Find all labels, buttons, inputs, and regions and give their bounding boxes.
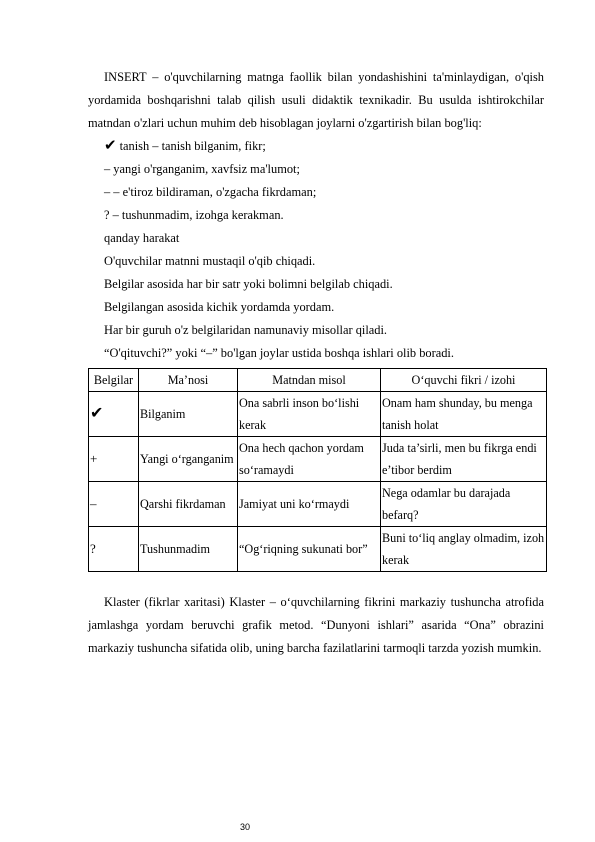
table-cell-example: Ona hech qachon yordam so‘ramaydi bbox=[238, 437, 381, 482]
check-mark-icon: ✔ bbox=[90, 405, 104, 422]
dash-mark-line: – – e'tiroz bildiraman, o'zgacha fikrdaman; bbox=[104, 185, 317, 199]
table-cell-symbol: – bbox=[89, 482, 139, 527]
table-cell-symbol: + bbox=[89, 437, 139, 482]
step-line: Har bir guruh o'z belgilaridan namunaviy misollar qiladi. bbox=[104, 323, 388, 337]
step-line: “O'qituvchi?” yoki “–” bo'lgan joylar ustida boshqa ishlari olib boradi. bbox=[104, 346, 454, 360]
table-header-cell: O‘quvchi fikri / izohi bbox=[381, 369, 547, 392]
table-cell-comment: Nega odamlar bu darajada befarq? bbox=[381, 482, 547, 527]
page-number: 30 bbox=[240, 822, 251, 832]
intro-paragraph: INSERT – o'quvchilarning matnga faollik bilan yondashishini ta'minlaydigan, o'qish yordamida boshqarishni talab qilish usuli didaktik texnikadir. Bu usulda ishtirokchilar matndan o'zlari uchun muhim deb hisoblagan joylarni o'zgartirish bilan bog'liq: bbox=[88, 70, 544, 130]
table-cell-meaning: Yangi o‘rganganim bbox=[139, 437, 238, 482]
table-cell-comment: Juda ta’sirli, men bu fikrga endi e’tibor berdim bbox=[381, 437, 547, 482]
table-cell-meaning: Qarshi fikrdaman bbox=[139, 482, 238, 527]
table-header-cell: Ma’nosi bbox=[139, 369, 238, 392]
step-line: O'quvchilar matnni mustaqil o'qib chiqadi. bbox=[104, 254, 316, 268]
table-cell-comment: Onam ham shunday, bu menga tanish holat bbox=[381, 392, 547, 437]
table-cell-symbol bbox=[89, 392, 139, 437]
table-row bbox=[89, 527, 547, 572]
minus-mark-line: – yangi o'rganganim, xavfsiz ma'lumot; bbox=[104, 162, 300, 176]
table-header-row bbox=[89, 369, 547, 392]
table-cell-example: Ona sabrli inson bo‘lishi kerak bbox=[238, 392, 381, 437]
document-page bbox=[88, 66, 544, 660]
table-cell-meaning: Bilganim bbox=[139, 392, 238, 437]
check-mark-line bbox=[88, 135, 544, 158]
question-mark-line: ? – tushunmadim, izohga kerakman. bbox=[104, 208, 284, 222]
table-row bbox=[89, 437, 547, 482]
table-header-cell: Matndan misol bbox=[238, 369, 381, 392]
table-cell-example: Jamiyat uni ko‘rmaydi bbox=[238, 482, 381, 527]
step-line: Belgilar asosida har bir satr yoki bolimni belgilab chiqadi. bbox=[104, 277, 393, 291]
step-heading: qanday harakat bbox=[104, 231, 180, 245]
table-header-cell: Belgilar bbox=[89, 369, 139, 392]
table-cell-comment: Buni to‘liq anglay olmadim, izoh kerak bbox=[381, 527, 547, 572]
step-line: Belgilangan asosida kichik yordamda yordam. bbox=[104, 300, 335, 314]
check-mark-text: tanish – tanish bilganim, fikr; bbox=[119, 139, 266, 153]
insert-table bbox=[88, 368, 547, 572]
cluster-paragraph: Klaster (fikrlar xaritasi) Klaster – o‘quvchilarning fikrini markaziy tushuncha atrofida jamlashga yordam beruvchi grafik metod. “Dunyoni ishlari” asarida “Ona” obrazini markaziy tushuncha sifatida olib, uning barcha fazilatlarini tarmoqli tarzda yozish mumkin. bbox=[88, 595, 544, 655]
table-cell-example: “Og‘riqning sukunati bor” bbox=[238, 527, 381, 572]
table-cell-meaning: Tushunmadim bbox=[139, 527, 238, 572]
table-row bbox=[89, 482, 547, 527]
table-row bbox=[89, 392, 547, 437]
table-cell-symbol: ? bbox=[89, 527, 139, 572]
check-mark-icon: ✔ bbox=[104, 138, 117, 154]
